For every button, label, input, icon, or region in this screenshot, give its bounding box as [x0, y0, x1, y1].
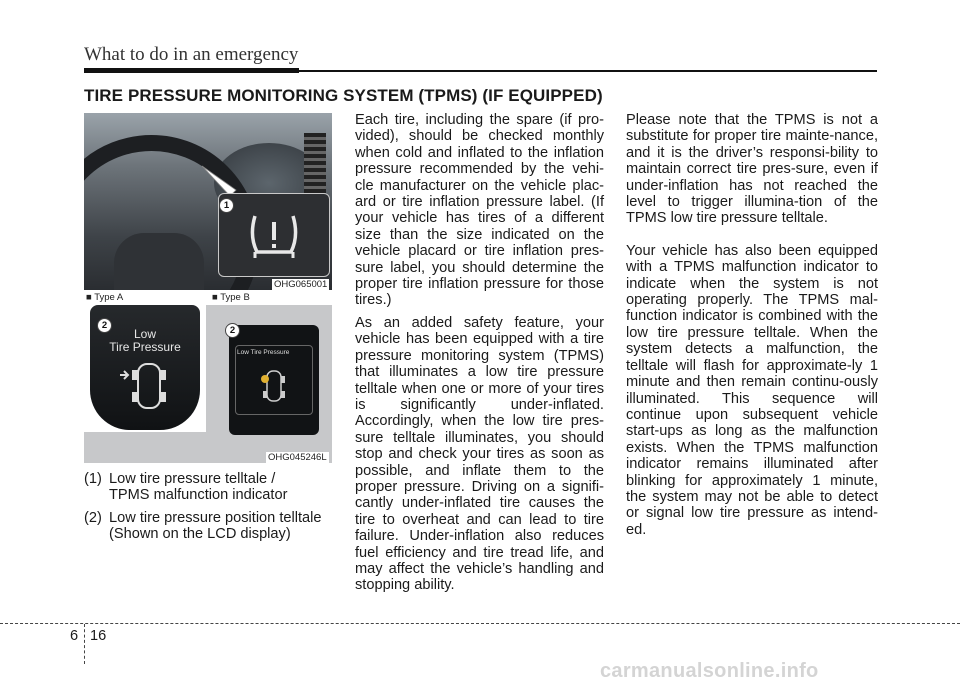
page-title: TIRE PRESSURE MONITORING SYSTEM (TPMS) (IF EQUIPPED): [84, 86, 603, 105]
lcd-figure: [84, 305, 332, 463]
body-column-middle: [355, 112, 604, 600]
lcd-a-line2: Tire Pressure: [109, 340, 181, 354]
type-b-label: ■ Type B: [212, 292, 250, 303]
car-tire-position-icon: [118, 360, 178, 412]
lcd-a-line1: Low: [133, 327, 156, 341]
tpms-telltale-callout: [218, 193, 330, 277]
lcd-b-text: Low Tire Pressure: [237, 349, 290, 356]
callout-badge-1: 1: [219, 198, 234, 213]
paragraph: Please note that the TPMS is not a substitute for proper tire mainte-nance, and it is the driver’s responsi-bility to maintain correct tire pres-sure, even if under-inflation has not reached the level to trigger illumina-tion of the TPMS low tire pressure telltale.: [626, 112, 878, 227]
watermark: carmanualsonline.info: [600, 660, 819, 682]
paragraph: As an added safety feature, your vehicle has been equipped with a tire pressure monitoring system (TPMS) that illuminates a low tire pressure telltale when one or more of your tires is significantly under-inflated. Accordingly, when the low tire pres-sure telltale illuminates, you should stop and check your tires as soon as possible, and inflate them to the proper pressure. Driving on a signifi-cantly under-inflated tire causes the tire to overheat and can lead to tire failure. Under-inflation also reduces fuel efficiency and tire tread life, and may affect the vehicle’s handling and stopping ability.: [355, 314, 604, 594]
figure-code-bottom: OHG045246L: [268, 452, 327, 463]
paragraph: Each tire, including the spare (if pro-vided), should be checked monthly when cold and inflated to the inflation pressure recommended by the vehi-cle manufacturer on the vehicle plac-ard or tire inflation pressure label. (If your vehicle has tires of a different size than the size indicated on the vehicle placard or tire inflation pres-sure label, you should determine the proper tire inflation pressure for those tires.): [355, 112, 604, 309]
footer-rule: [0, 623, 960, 624]
callout-badge-2b: 2: [225, 323, 240, 338]
body-column-right: [626, 112, 878, 554]
figure-code-top: OHG065001: [274, 279, 328, 290]
type-b-lcd: [229, 325, 319, 435]
type-a-label: ■ Type A: [86, 292, 124, 303]
figure-captions: [84, 471, 340, 549]
air-vent: [304, 133, 326, 193]
caption-item: (1) Low tire pressure telltale / TPMS malfunction indicator: [84, 471, 288, 504]
caption-item: (2) Low tire pressure position telltale (Shown on the LCD display): [84, 509, 322, 543]
footer-divider: [84, 624, 85, 664]
section-header: What to do in an emergency: [84, 44, 299, 65]
chapter-number: 6: [70, 628, 79, 644]
steering-hub: [114, 233, 204, 290]
callout-badge-2a: 2: [97, 318, 112, 333]
header-rule: [84, 68, 877, 73]
paragraph: Your vehicle has also been equipped with a TPMS malfunction indicator to indicate when the system is not operating properly. The TPMS mal-function indicator is combined with the low tire pressure telltale. When the system detects a malfunction, the telltale will flash for approximate-ly 1 minute and then remain continu-ously illuminated. This sequence will continue upon subsequent vehicle start-ups as long as the malfunction exists. When the TPMS malfunction indicator remains illuminated after blinking for approximately 1 minute, the system may not be able to detect or signal low tire pressure as intend-ed.: [626, 242, 878, 538]
page-number: 16: [90, 628, 107, 644]
tpms-warning-icon: [219, 194, 329, 276]
car-tire-position-icon-b: [257, 367, 291, 407]
